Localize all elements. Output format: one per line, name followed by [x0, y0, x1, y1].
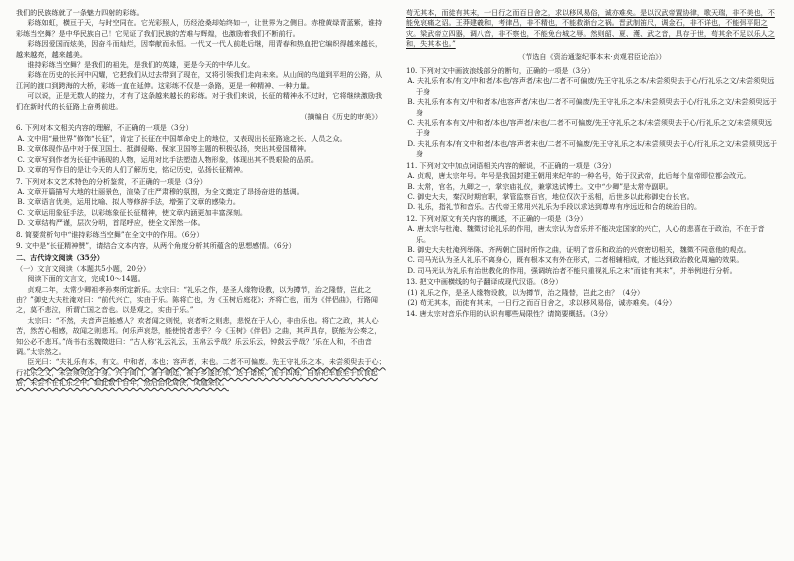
question-12: 12. 下列对原文有关内容的概述，不正确的一项是（3分） — [406, 213, 588, 223]
underlined-text: 苟无其本，而徒有其末，一日行之而百日舍之，求以移风易俗，诚亦难矣。是以汉武帝置协律，歌天瑞，非不美也，不能免哀痛之诏。王莽建羲和，考律吕，非不精也，不能救渐台之祸。晋武制笛尺，调金石，非不详也，不能弭平阳之灾。梁武帝立四器，调八音，非不察也，不能免台城之辱。然则韶、夏、濩、武之音，具存于世，苟其余不足以乐人之和，失其本也。” — [406, 8, 775, 49]
option-12b: B. 御史大夫杜淹列举陈、齐两朝亡国时所作之曲，证明了音乐和政治的兴衰密切相关，魏徵不同意他的观点。 — [407, 244, 751, 254]
option-6c: C. 文章写到作者为长征中涌现的人物，运用对比手法塑造人物形象，体现出其不畏艰险的品质。 — [17, 154, 318, 164]
question-10: 10. 下列对文中画波浪线部分的断句，正确的一项是（3分） — [406, 66, 595, 76]
option-7d: D. 文章结构严谨，层次分明，首尾呼应，使全文浑然一体。 — [17, 218, 205, 228]
wavy-underlined-text: 臣光曰：“夫礼乐有本，有文。中和者，本也；容声者，末也。二者不可偏废。先王守礼乐之本，未尝须臾去于心；行礼乐之文，未尝须臾远于身。兴于闺门，著于朝廷，被于乡遂比邻，达于诸侯，流于四海，自祭祀军旅至于饮食起居，未尝不在礼乐之中。如此数十百年，然后治化周浃，凤凰来仪。 — [16, 357, 386, 388]
option-6a: A. 文中用“最世界”修饰“长征”，肯定了长征在中国革命史上的地位，又表现出长征路途之长、人员之众。 — [17, 133, 347, 143]
classical-paragraph: 太宗曰：“不然，夫音声岂能感人？欢者闻之则悦，哀者听之则悲，悲悦在于人心，非由乐也。将亡之政，其人心苦，然苦心相感，故闻之则悲耳。何乐声哀怨，能使悦者悲乎？今《玉树》《伴侣》之曲，其声具存，朕能为公奏之，知公必不悲耳。”尚书右丞魏徵进曰：“古人称‘礼云礼云，玉帛云乎哉？乐云乐云，钟鼓云乎哉？’乐在人和，不由音调。”太宗然之。 — [16, 315, 382, 356]
classical-paragraph: 贞观二年，太常少卿祖孝孙奏所定新乐。太宗曰：“礼乐之作，是圣人缘物设教，以为撙节，治之隆替，岂此之由？”御史大夫杜淹对曰：“前代兴亡，实由于乐。陈将亡也，为《玉树后庭花》；齐将亡也，而为《伴侣曲》，行路闻之，莫不悲泣，所谓亡国之音也。以是观之，实由于乐。” — [16, 284, 378, 315]
option-11b: B. 太常，官名，九卿之一，掌宗庙礼仪，兼掌选试博士。文中“少卿”是太常寺副职。 — [407, 181, 673, 191]
question-13-part2: (2) 苟无其本，而徒有其末，一日行之而百日舍之，求以移风易俗，诚亦难矣。（4分） — [407, 297, 677, 307]
classical-paragraph — [406, 8, 778, 50]
question-11: 11. 下列对文中加点词语相关内容的解说，不正确的一项是（3分） — [406, 160, 616, 170]
option-11a: A. 贞观，唐太宗年号。年号是我国封建王朝用来纪年的一种名号，始于汉武帝，此后每个皇帝即位都会改元。 — [407, 171, 751, 181]
passage-line: 可以说，正是无数人的接力，才有了这条越来越长的彩练。对于我们来说，长征的精神永不过时，它将继续激励我们在新时代的长征路上奋勇前进。 — [16, 91, 383, 111]
option-10c: C. 夫礼乐有本有文/中和者/本也/容声者/末也/二者不可偏废/先王守礼乐之本/未尝须臾去于心/行礼乐之文/未尝须臾远于身 — [407, 118, 773, 138]
section-heading: 二、古代诗文阅读（35分） — [16, 253, 104, 263]
option-10d: D. 夫礼乐有本/有文中和者/本也/容声者末也/二者不可偏废/先王守礼乐之本/未尝须臾去于心/行礼乐之文/未尝须臾远于身 — [407, 138, 777, 159]
left-column — [16, 8, 388, 553]
question-13: 13. 把文中画横线的句子翻译成现代汉语。（8分） — [406, 277, 563, 287]
option-6b: B. 文章体现作品中对于保卫国土、抵御侵略、保家卫国等主题的积极弘扬，突出其爱国精神。 — [17, 144, 311, 154]
option-12a: A. 唐太宗与杜淹、魏徵讨论礼乐的作用，唐太宗认为音乐并不能决定国家的兴亡，人心的悲喜在于政治，不在于音乐。 — [407, 224, 765, 244]
option-7a: A. 文章开篇描写大地的壮丽景色，渲染了庄严肃穆的氛围，为全文奠定了昂扬奋进的基调。 — [17, 186, 304, 196]
option-10a: A. 夫礼乐有本/有文/中和者/本也/容声者/末也/二者不可偏废/先王守礼乐之本/未尝须臾去于心/行礼乐之文/未尝须臾远于身 — [407, 76, 775, 96]
question-7: 7. 下列对本文艺术特色的分析鉴赏，不正确的一项是（3分） — [16, 176, 207, 186]
option-12c: C. 司马光认为圣人礼乐不离身心，既有根本又有外在形式，二者相辅相成，才能达到政治教化周遍的效果。 — [407, 255, 744, 265]
right-column — [406, 8, 778, 553]
passage-line: 彩练在历史的长河中闪耀，它把我们从过去带到了现在，又将引领我们走向未来。从山间的鸟道到平坦的公路，从江河的渡口到跨海的大桥，彩练一直在延伸。这彩练不仅是一条路，更是一种精神、一种力量。 — [16, 70, 383, 90]
passage-source: （摘编自《历史的审美》） — [300, 112, 382, 122]
option-6d: D. 文章的写作目的是让今天的人们了解历史，铭记历史，弘扬长征精神。 — [17, 165, 248, 175]
option-11c: C. 御史大夫，秦汉时期官职，掌管监察百官，地位仅次于丞相，后世多以此称御史台长官。 — [407, 191, 694, 201]
question-9: 9. 文中是“长征精神赞”，请结合文本内容，从两个角度分析其所蕴含的思想感情。（6分） — [16, 240, 296, 250]
question-14: 14. 唐太宗对音乐作用的认识有哪些局限性？请简要概括。（3分） — [406, 309, 613, 319]
passage-line: 彩练如虹，横亘于天，与时空同在。它光彩照人，历经沧桑却始终如一，让世界为之侧目。赤橙黄绿青蓝紫，谁持彩练当空舞？是中华民族自己！它见证了我们民族的苦难与辉煌，也激励着我们不断前行。 — [16, 18, 383, 38]
question-6: 6. 下列对本文相关内容的理解，不正确的一项是（3分） — [16, 123, 193, 133]
option-7b: B. 文章语言优美，运用比喻、拟人等修辞手法，增强了文章的感染力。 — [17, 197, 240, 207]
option-10b: B. 夫礼乐有本有文/中和者本/也容声者/末也/二者不可偏废/先王守礼乐之本/未尝须臾去于心/行礼乐之文/未尝须臾远于身 — [407, 97, 777, 117]
option-7c: C. 文章运用象征手法，以彩练象征长征精神，使文章内涵更加丰富深刻。 — [17, 207, 248, 217]
option-11d: D. 礼乐，指礼节和音乐。古代帝王常用兴礼乐为手段以求达到尊卑有序远近和合的统治目的。 — [407, 202, 702, 212]
question-8: 8. 简要赏析句中“谁持彩练当空舞”在全文中的作用。（6分） — [16, 229, 204, 239]
classical-source: （节选自《资治通鉴纪事本末·贞观君臣论治》） — [518, 51, 666, 61]
passage-line: 谁持彩练当空舞？是我们的祖先，是我们的英雄，更是今天的中华儿女。 — [27, 60, 255, 70]
question-13-part1: (1) 礼乐之作，是圣人缘物设教，以为撙节，治之隆替，岂此之由？（4分） — [407, 287, 645, 297]
classical-paragraph-wavy — [16, 357, 388, 388]
option-12d: D. 司马光认为礼乐有治世教化的作用，强调统治者不能只重视礼乐之末“而徒有其末”，并举例进行分析。 — [407, 265, 737, 275]
passage-line: 彩练因爱国而炫美，因奋斗而灿烂，因奉献而永恒。一代又一代人前赴后继，用青春和热血把它编织得越来越长，越来越亮，越来越美。 — [16, 39, 383, 59]
section-subheading: （一）文言文阅读（本题共5小题，20分） — [16, 263, 151, 273]
passage-line: 我们的民族练就了一条魅力四射的彩练。 — [16, 8, 144, 17]
reading-instruction: 阅读下面的文言文，完成10～14题。 — [27, 274, 145, 284]
